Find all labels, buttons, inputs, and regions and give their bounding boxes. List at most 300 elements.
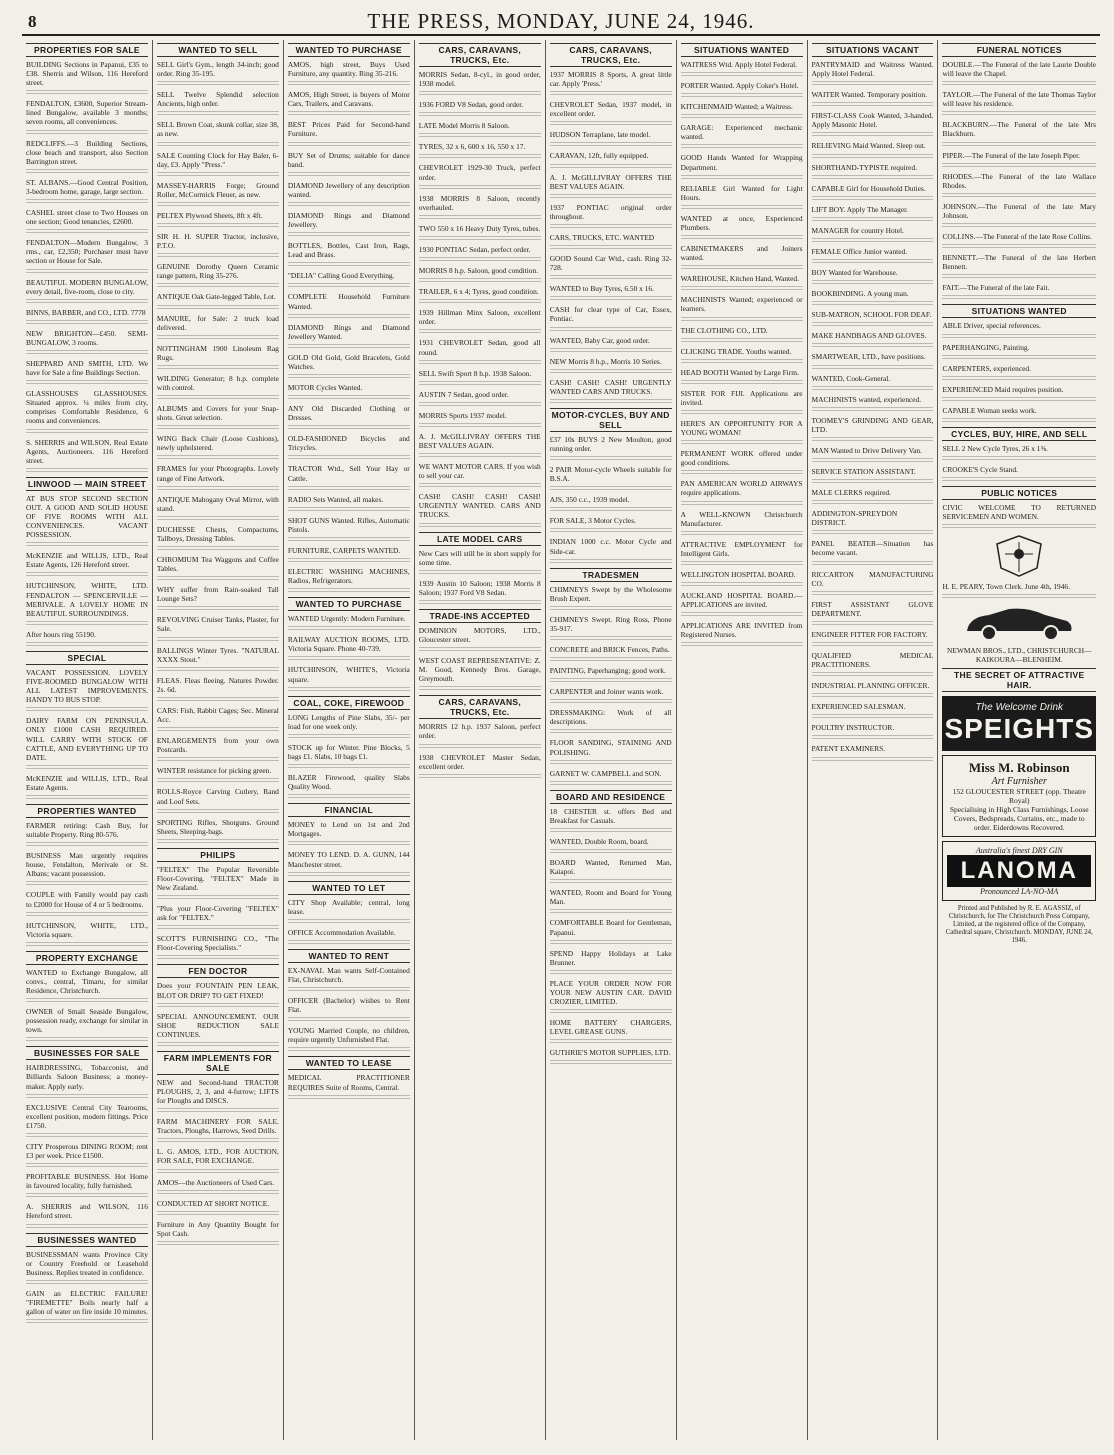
- classified-ad: MACHINISTS Wanted; experienced or learners.: [680, 295, 803, 314]
- classified-ad: FENDALTON—Modern Bungalow, 3 rms., car, £2,350; Purchaser must have section or House for Sale.: [26, 238, 148, 266]
- classified-ad: 1938 MORRIS 8 Saloon, recently overhauled.: [418, 193, 541, 212]
- ad-body-text: [812, 591, 934, 597]
- classified-ad: PLACE YOUR ORDER NOW FOR YOUR NEW AUSTIN CAR. DAVID CROZIER, LIMITED.: [549, 978, 672, 1006]
- ad-body-text: [812, 561, 934, 567]
- section-heading: BUSINESSES WANTED: [26, 1233, 148, 1247]
- ad-body-text: [419, 686, 541, 692]
- classified-ad: FEMALE Office Junior wanted.: [811, 246, 908, 256]
- section-heading: SITUATIONS WANTED: [942, 304, 1096, 318]
- ad-body-text: [26, 1094, 148, 1100]
- ad-body-text: [419, 329, 541, 335]
- ad-body-text: [942, 295, 1096, 301]
- classified-ad: McKENZIE and WILLIS, LTD., Real Estate Agents.: [26, 773, 148, 792]
- classified-ad: INDUSTRIAL PLANNING OFFICER.: [811, 681, 930, 691]
- robinson-name: Miss M. Robinson: [968, 759, 1070, 775]
- classified-ad: LIFT BOY. Apply The Manager.: [811, 204, 909, 214]
- classified-ad: 1930 PONTIAC Sedan, perfect order.: [418, 244, 531, 254]
- ad-body-text: [550, 909, 672, 915]
- ad-body-text: [288, 940, 410, 946]
- ad-body-text: [550, 456, 672, 462]
- ad-body-text: [157, 809, 279, 815]
- ad-body-text: [681, 93, 803, 99]
- classified-ad: ELECTRIC WASHING MACHINES, Radios, Refrigerators.: [287, 567, 410, 586]
- ad-body-text: [157, 727, 279, 733]
- ad-body-text: [157, 757, 279, 763]
- robinson-address: 152 GLOUCESTER STREET (opp. Theatre Royal): [952, 786, 1086, 805]
- ad-body-text: [942, 397, 1096, 403]
- ad-body-text: [157, 81, 279, 87]
- ad-body-text: [157, 142, 279, 148]
- column-8: [938, 40, 1100, 1440]
- ad-body-text: [550, 245, 672, 251]
- ad-body-text: [550, 636, 672, 642]
- section-heading: CARS, CARAVANS, TRUCKS, Etc.: [550, 43, 672, 67]
- ad-body-text: [157, 172, 279, 178]
- classified-ad: SERVICE STATION ASSISTANT.: [811, 466, 916, 476]
- speights-ad: [942, 696, 1096, 751]
- classified-ad: BUILDING Sections in Papanui, £35 to £38. Sherris and Wilson, 116 Hereford street.: [26, 60, 148, 88]
- ad-body-text: [157, 202, 279, 208]
- ad-body-text: [288, 1047, 410, 1053]
- ad-body-text: [157, 516, 279, 522]
- classified-ad: FIRST-CLASS Cook Wanted, 3-handed. Apply Masonic Hotel.: [811, 111, 934, 130]
- classified-ad: WANTED, Double Room, board.: [549, 836, 649, 846]
- classified-ad: EXCLUSIVE Central City Tearooms, excellent position, modern fittings. Price £1750.: [26, 1102, 148, 1130]
- classified-ad: REDCLIFFS.—3 Building Sections, close beach and transport, also Section Barrington street.: [26, 138, 148, 166]
- section-heading: TRADESMEN: [550, 568, 672, 582]
- ad-body-text: [26, 542, 148, 548]
- classified-ad: BOARD Wanted, Returned Man, Kaiapoi.: [549, 858, 672, 877]
- section-heading: COAL, COKE, FIREWOOD: [288, 696, 410, 710]
- section-heading: WANTED TO SELL: [157, 43, 279, 57]
- ad-body-text: [812, 132, 934, 138]
- newman-ad: NEWMAN BROS., LTD., CHRISTCHURCH—KAIKOURA—BLENHEIM.: [947, 646, 1092, 665]
- ad-body-text: [550, 606, 672, 612]
- classified-ad: "Plus your Floor-Covering "FELTEX" ask for "FELTEX.": [156, 904, 279, 923]
- classified-ad: CHIMNEYS Swept. Ring Ross, Phone 35-917.: [549, 614, 672, 633]
- ad-body-text: [681, 235, 803, 241]
- ad-body-text: [812, 642, 934, 648]
- ad-body-text: [550, 879, 672, 885]
- classified-ad: THE CLOTHING CO., LTD.: [680, 325, 768, 335]
- section-heading: FINANCIAL: [288, 803, 410, 817]
- ad-body-text: [419, 402, 541, 408]
- ad-body-text: [157, 223, 279, 229]
- ad-body-text: [681, 114, 803, 120]
- classified-ad: WAREHOUSE, Kitchen Hand, Wanted.: [680, 274, 799, 284]
- ad-body-text: [550, 1009, 672, 1015]
- ad-body-text: [26, 90, 148, 96]
- section-heading: BOARD AND RESIDENCE: [550, 790, 672, 804]
- classified-ad: WAITRESS Wtd. Apply Hotel Federal.: [680, 60, 798, 69]
- ad-body-text: [288, 588, 410, 594]
- lanoma-logo: LANOMA: [947, 855, 1091, 887]
- classified-ad: CHEVROLET Sedan, 1937 model, in excellent order.: [549, 100, 672, 119]
- classified-ad: SALE Counting Clock for Hay Baler, 6-day, £3. Apply "Press.": [156, 150, 279, 169]
- masthead: [22, 8, 1100, 36]
- section-heading: MOTOR-CYCLES, BUY AND SELL: [551, 409, 670, 430]
- classified-ad: HAIRDRESSING, Tobacconist, and Billiards Saloon Business; a money-maker. Apply early.: [26, 1063, 148, 1091]
- classified-ad: ATTRACTIVE EMPLOYMENT for Intelligent Girls.: [680, 539, 803, 558]
- classified-ad: MANURE, for Sale: 2 truck load delivered.: [156, 313, 279, 332]
- classified-ad: HUTCHINSON, WHITE, LTD., Victoria square.: [26, 920, 148, 939]
- speights-logo: SPEIGHTS: [944, 712, 1095, 744]
- classified-ad: SHOT GUNS Wanted. Rifles, Automatic Pistols.: [287, 515, 410, 534]
- classified-ad: COMPLETE Household Furniture Wanted.: [287, 292, 410, 311]
- ad-body-text: [157, 425, 279, 431]
- ad-body-text: [419, 774, 541, 780]
- ad-body-text: [550, 121, 672, 127]
- classified-ad: FURNITURE, CARPETS WANTED.: [287, 545, 401, 555]
- ad-body-text: [812, 102, 934, 108]
- classified-ad: SIR H. H. SUPER Tractor, inclusive, P.T.O.: [156, 232, 279, 251]
- ad-body-text: [681, 359, 803, 365]
- classified-ad: CARPENTERS, experienced.: [942, 363, 1031, 373]
- robinson-ad: [942, 755, 1096, 837]
- ad-body-text: [288, 734, 410, 740]
- section-heading: CARS, CARAVANS, TRUCKS, Etc.: [419, 43, 541, 67]
- classified-ad: ENLARGEMENTS from your own Postcards.: [156, 736, 279, 755]
- section-heading: LATE MODEL CARS: [419, 532, 541, 546]
- classified-ad: BUSINESSMAN wants Province City or Country Freehold or Leasehold Business. Replies treated in confidence.: [26, 1249, 148, 1277]
- classified-ad: FIRST ASSISTANT GLOVE DEPARTMENT.: [811, 599, 934, 618]
- classified-ad: GUTHRIE'S MOTOR SUPPLIES, LTD.: [549, 1048, 671, 1058]
- ad-body-text: [681, 470, 803, 476]
- section-heading: LINWOOD — MAIN STREET: [27, 478, 147, 489]
- section-heading: SPECIAL: [26, 651, 148, 665]
- classified-ad: SELL Swift Sport 8 h.p. 1938 Saloon.: [418, 368, 532, 378]
- classified-ad: AUSTIN 7 Sedan, good order.: [418, 389, 509, 399]
- classified-ad: PAN AMERICAN WORLD AIRWAYS require applications.: [680, 479, 803, 498]
- classified-ad: PELTEX Plywood Sheets, 8ft x 4ft.: [156, 210, 263, 220]
- ad-body-text: [550, 486, 672, 492]
- classified-ad: WANTED to Buy Tyres, 6.50 x 16.: [549, 284, 654, 294]
- ad-body-text: [812, 621, 934, 627]
- section-heading: CARS, CARAVANS, TRUCKS, Etc.: [419, 695, 541, 719]
- classified-ad: TAYLOR.—The Funeral of the late Thomas Taylor will leave his residence.: [942, 90, 1097, 109]
- classified-ad: AUCKLAND HOSPITAL BOARD.—APPLICATIONS are invited.: [680, 591, 803, 610]
- ad-body-text: [26, 429, 148, 435]
- classified-ad: DIAMOND Jewellery of any description wanted.: [287, 180, 410, 199]
- hair-ad-heading: THE SECRET OF ATTRACTIVE HAIR.: [942, 668, 1096, 692]
- section-heading: PROPERTY EXCHANGE: [26, 951, 148, 965]
- column-2: [153, 40, 284, 1440]
- classified-ad: A WELL-KNOWN Christchurch Manufacturer.: [680, 509, 803, 528]
- ad-body-text: [550, 327, 672, 333]
- classified-ad: HERE'S AN OPPORTUNITY FOR A YOUNG WOMAN!: [680, 418, 803, 438]
- ad-body-text: [942, 376, 1096, 382]
- classified-ad: CARS, TRUCKS, ETC. WANTED: [549, 232, 655, 242]
- classified-ad: PANTRYMAID and Waitress Wanted. Apply Hotel Federal.: [811, 60, 934, 79]
- ad-body-text: [288, 374, 410, 380]
- ad-body-text: [26, 229, 148, 235]
- ad-body-text: [26, 998, 148, 1004]
- classified-ad: CIVIC WELCOME TO RETURNED SERVICEMEN AND WOMEN.: [942, 503, 1097, 522]
- ad-body-text: [288, 841, 410, 847]
- ad-body-text: [157, 111, 279, 117]
- classified-ad: PROFITABLE BUSINESS. Hot Home in favoured locality, fully furnished.: [26, 1172, 148, 1191]
- ad-body-text: [26, 642, 148, 648]
- classified-ad: TRACTOR Wtd., Sell Your Hay or Cattle.: [287, 464, 410, 483]
- classified-ad: AMOS, High Street, is buyers of Motor Cars, Trailers, and Caravans.: [287, 90, 410, 109]
- classified-ad: "DELIA" Calling Good Everything.: [287, 271, 395, 281]
- section-heading: WANTED TO PURCHASE: [288, 43, 410, 57]
- ad-body-text: [812, 322, 934, 328]
- ad-body-text: [26, 130, 148, 136]
- section-heading: SITUATIONS WANTED: [681, 43, 803, 57]
- classified-ad: 1931 CHEVROLET Sedan, good all round.: [418, 338, 541, 357]
- classified-ad: FARM MACHINERY FOR SALE. Tractors, Ploughs, Harrows, Seed Drills.: [156, 1117, 279, 1136]
- section-heading: WANTED TO RENT: [288, 949, 410, 963]
- classified-ad: McKENZIE and WILLIS, LTD., Real Estate Agents, 126 Hereford street.: [26, 551, 148, 570]
- classified-ad: DOUBLE.—The Funeral of the late Laurie Double will leave the Chapel.: [942, 60, 1097, 79]
- classified-ad: BLAZER Firewood, quality Slabs Quality Wood.: [287, 773, 410, 792]
- ad-body-text: [942, 524, 1096, 530]
- ad-body-text: [288, 486, 410, 492]
- classified-ad: WANTED to Exchange Bungalow, all convs., central, Timaru, for similar Residence, Christchurch.: [26, 967, 148, 995]
- ad-body-text: [550, 399, 672, 405]
- classified-ad: CASHEL street close to Two Houses on one section; Good tenancies, £2600.: [26, 208, 148, 227]
- ad-body-text: [419, 381, 541, 387]
- ad-body-text: [288, 314, 410, 320]
- ad-body-text: [550, 699, 672, 705]
- classified-ad: WILDING Generator; 8 h.p. complete with control.: [156, 373, 279, 392]
- ad-body-text: [812, 437, 934, 443]
- classified-ad: YOUNG Married Couple, no children, require urgently Unfurnished Flat.: [287, 1026, 410, 1045]
- ad-body-text: [288, 987, 410, 993]
- section-heading: WANTED TO PURCHASE: [288, 597, 410, 611]
- classified-ad: MONEY TO LEND. D. A. GUNN, 144 Manchester street.: [287, 850, 410, 869]
- classified-ad: NEW BRIGHTON—£450. SEMI-BUNGALOW, 3 rooms.: [26, 328, 148, 347]
- classified-ad: 18 CHESTER st. offers Bed and Breakfast for Casuals.: [549, 806, 672, 825]
- ad-body-text: [419, 91, 541, 97]
- ad-body-text: [550, 194, 672, 200]
- ad-body-text: [419, 600, 541, 606]
- ad-body-text: [550, 1060, 672, 1066]
- ad-body-text: [942, 274, 1096, 280]
- column-container: [22, 40, 1100, 1440]
- ad-body-text: [419, 112, 541, 118]
- classified-ad: CONDUCTED AT SHORT NOTICE.: [156, 1198, 270, 1208]
- classified-ad: MORRIS Sports 1937 model.: [418, 410, 507, 420]
- ad-body-text: [550, 729, 672, 735]
- robinson-trade: Art Furnisher: [991, 775, 1047, 787]
- ad-body-text: [942, 334, 1096, 340]
- column-7: [808, 40, 939, 1440]
- ad-body-text: [288, 507, 410, 513]
- ad-body-text: [157, 1190, 279, 1196]
- ad-body-text: [26, 881, 148, 887]
- classified-ad: OWNER of Small Seaside Bungalow, possession ready, exchange for similar in town.: [26, 1007, 148, 1035]
- ad-body-text: [157, 395, 279, 401]
- ad-body-text: [942, 223, 1096, 229]
- ad-body-text: [157, 546, 279, 552]
- classified-ad: 1939 Austin 10 Saloon; 1938 Morris 8 Saloon; 1937 Ford V8 Sedan.: [418, 578, 541, 597]
- classified-ad: LATE Model Morris 8 Saloon.: [418, 121, 510, 131]
- classified-ad: ST. ALBANS.—Good Central Position, 3-bedroom home, garage, large section.: [26, 177, 148, 196]
- classified-ad: 1939 Hillman Minx Saloon, excellent order.: [418, 308, 541, 327]
- page-title: THE PRESS, MONDAY, JUNE 24, 1946.: [367, 8, 755, 33]
- classified-ad: SISTER FOR FIJI. Applications are invited.: [680, 388, 803, 407]
- classified-ad: DOMINION MOTORS, LTD., Gloucester street.: [418, 625, 541, 644]
- ad-body-text: [419, 154, 541, 160]
- classified-ad: ABLE Driver, special references.: [942, 321, 1041, 331]
- ad-body-text: [419, 360, 541, 366]
- classified-ad: 2 PAIR Motor-cycle Wheels suitable for B.S.A.: [549, 465, 672, 484]
- classified-ad: A. J. McGILLIVRAY OFFERS THE BEST VALUES AGAIN.: [549, 172, 672, 191]
- classified-ad: CASH! CASH! CASH! CASH! URGENTLY WANTED. CARS AND TRUCKS.: [418, 492, 541, 520]
- ad-body-text: [812, 81, 934, 87]
- classified-ad: DIAMOND Rings and Diamond Jewellery Wanted.: [287, 322, 410, 341]
- classified-ad: QUALIFIED MEDICAL PRACTITIONERS.: [811, 651, 934, 670]
- ad-body-text: [812, 530, 934, 536]
- ad-body-text: [550, 348, 672, 354]
- classified-ad: EXPERIENCED SALESMAN.: [811, 702, 906, 712]
- ad-body-text: [157, 305, 279, 311]
- column-5: [546, 40, 677, 1440]
- ad-body-text: [157, 253, 279, 259]
- ad-body-text: [942, 81, 1096, 87]
- classified-ad: WE WANT MOTOR CARS. If you wish to sell your car.: [418, 462, 541, 481]
- section-heading: PHILIPS: [157, 848, 279, 862]
- ad-body-text: [812, 196, 934, 202]
- ad-body-text: [942, 193, 1096, 199]
- classified-ad: SPORTING Rifles, Shotguns. Ground Sheets, Sleeping-bags.: [156, 817, 279, 836]
- ad-body-text: [157, 955, 279, 961]
- ad-body-text: [419, 423, 541, 429]
- ad-body-text: [157, 667, 279, 673]
- classified-ad: SPECIAL ANNOUNCEMENT. OUR SHOE REDUCTION SALE CONTINUES.: [156, 1011, 279, 1039]
- ad-body-text: [26, 1319, 148, 1325]
- ad-body-text: [419, 257, 541, 263]
- classified-ad: SHEPPARD AND SMITH, LTD. We have for Sale a fine Buildings Section.: [26, 358, 148, 378]
- ad-body-text: [550, 781, 672, 787]
- ad-body-text: [157, 1241, 279, 1247]
- ad-body-text: [812, 757, 934, 763]
- classified-ad: MASSEY-HARRIS Forge; Ground Roller, McCormick Fleuer, as new.: [156, 180, 279, 199]
- ad-body-text: [157, 895, 279, 901]
- ad-body-text: [812, 714, 934, 720]
- ad-body-text: [288, 872, 410, 878]
- ad-body-text: [26, 269, 148, 275]
- ad-body-text: [419, 453, 541, 459]
- classified-ad: SELL Twelve Splendid selection Ancients, high order.: [156, 90, 279, 109]
- ad-body-text: [681, 410, 803, 416]
- ad-body-text: [157, 335, 279, 341]
- classified-ad: PAPERHANGING, Painting.: [942, 342, 1030, 352]
- ad-body-text: [550, 275, 672, 281]
- classified-ad: ROLLS-Royce Carving Cutlery, Rand and Loof Sets.: [156, 787, 279, 806]
- classified-ad: MAN Wanted to Drive Delivery Van.: [811, 445, 922, 455]
- ad-body-text: [812, 672, 934, 678]
- ad-body-text: [550, 507, 672, 513]
- ad-body-text: [812, 693, 934, 699]
- ad-body-text: [681, 440, 803, 446]
- section-heading: FUNERAL NOTICES: [942, 43, 1096, 57]
- ad-body-text: [550, 91, 672, 97]
- ad-body-text: [681, 501, 803, 507]
- ad-body-text: [812, 458, 934, 464]
- ad-body-text: [812, 735, 934, 741]
- ad-body-text: [288, 344, 410, 350]
- ad-body-text: [812, 386, 934, 392]
- classified-ad: DAIRY FARM ON PENINSULA. ONLY £1000 CASH REQUIRED. WILL CARRY WITH STOCK OF CATTLE, AND EVERYTHING UP TO DATE.: [26, 716, 148, 762]
- classified-ad: ANY Old Discarded Clothing or Dresses.: [287, 404, 410, 423]
- ad-body-text: [419, 523, 541, 529]
- classified-ad: REVOLVING Cruiser Tanks, Plaster, for Sale.: [156, 615, 279, 634]
- classified-ad: VACANT POSSESSION. LOVELY FIVE-ROOMED BUNGALOW WITH ALL LATEST IMPROVEMENTS. HANDY TO BUS STOP.: [26, 667, 148, 705]
- ad-body-text: [812, 217, 934, 223]
- ad-body-text: [26, 1224, 148, 1230]
- classified-ad: SCOTT'S FURNISHING CO., "The Floor-Covering Specialists.": [156, 934, 279, 953]
- classified-ad: GARNET W. CAMPBELL and SON.: [549, 768, 662, 778]
- classified-ad: GOOD Hands Wanted for Wrapping Department.: [680, 153, 803, 172]
- classified-ad: BUSINESS Man urgently requires house, Fendalton, Merivale or St. Albans; vacant possession.: [26, 851, 148, 879]
- classified-ad: A. J. McGILLIVRAY OFFERS THE BEST VALUES AGAIN.: [418, 431, 541, 450]
- classified-ad: CHIMNEYS Swept by the Wholesome Brush Expert.: [549, 584, 672, 603]
- ad-body-text: [681, 612, 803, 618]
- classified-ad: HUTCHINSON, WHITE'S, Victoria square.: [287, 665, 410, 684]
- ad-body-text: [419, 483, 541, 489]
- classified-ad: APPLICATIONS ARE INVITED from Registered Nurses.: [680, 621, 803, 640]
- classified-ad: Does your FOUNTAIN PEN LEAK, BLOT OR DRIP? TO GET FIXED!: [156, 981, 279, 1000]
- ad-body-text: [419, 299, 541, 305]
- ad-body-text: [288, 794, 410, 800]
- ad-body-text: [942, 163, 1096, 169]
- classified-ad: WANTED, Cook-General.: [811, 373, 891, 383]
- classified-ad: CLICKING TRADE. Youths wanted.: [680, 346, 792, 356]
- ad-body-text: [419, 215, 541, 221]
- classified-ad: TYRES, 32 x 6, 600 x 16, 550 x 17.: [418, 142, 526, 152]
- ad-body-text: [288, 111, 410, 117]
- classified-ad: MALE CLERKS required.: [811, 488, 891, 498]
- ad-body-text: [681, 338, 803, 344]
- classified-ad: LONG Lengths of Pine Slabs, 35/- per load for one week only.: [287, 712, 410, 731]
- dry-gin-tagline: Australia's finest DRY GIN: [975, 845, 1063, 855]
- lanoma-pronunciation: Pronounced LA-NO-MA: [980, 886, 1059, 896]
- ad-body-text: [288, 919, 410, 925]
- classified-ad: ADDINGTON-SPREYDON DISTRICT.: [811, 509, 898, 528]
- ad-body-text: [812, 259, 934, 265]
- classified-ad: FOR SALE, 3 Motor Cycles.: [549, 516, 636, 526]
- ad-body-text: [942, 477, 1096, 483]
- ad-body-text: [157, 697, 279, 703]
- classified-ad: BALLINGS Winter Tyres. "NATURAL XXXX Stout.": [156, 645, 279, 664]
- section-heading: PROPERTIES WANTED: [26, 804, 148, 818]
- ad-body-text: [550, 760, 672, 766]
- classified-ad: CARS: Fish, Rabbit Cages; Sec. Mineral Acc.: [156, 705, 279, 725]
- classified-ad: BOOKBINDING. A young man.: [811, 289, 909, 299]
- classified-ad: CASH for clear type of Car, Essex, Pontiac.: [549, 305, 672, 324]
- classified-ad: OLD-FASHIONED Bicycles and Tricycles.: [287, 434, 410, 453]
- classified-ad: CHROMIUM Tea Waggons and Coffee Tables.: [156, 555, 279, 574]
- ad-body-text: [288, 656, 410, 662]
- ad-body-text: [288, 142, 410, 148]
- ad-body-text: [26, 842, 148, 848]
- ad-body-text: [157, 1003, 279, 1009]
- classified-ad: PANEL BEATER—Situation has become vacant.: [811, 539, 934, 558]
- ad-body-text: [26, 468, 148, 474]
- lanoma-ad: [942, 841, 1096, 901]
- classified-ad: ALBUMS and Covers for your Snap-shots. Great selection.: [156, 404, 279, 423]
- ad-body-text: [157, 1138, 279, 1144]
- ad-body-text: [942, 418, 1096, 424]
- section-heading: PUBLIC NOTICES: [942, 486, 1096, 500]
- ad-body-text: [681, 175, 803, 181]
- classified-ad: ENGINEER FITTER FOR FACTORY.: [811, 629, 928, 639]
- classified-ad: KITCHENMAID Wanted; a Waitress.: [680, 102, 793, 112]
- ad-body-text: [681, 205, 803, 211]
